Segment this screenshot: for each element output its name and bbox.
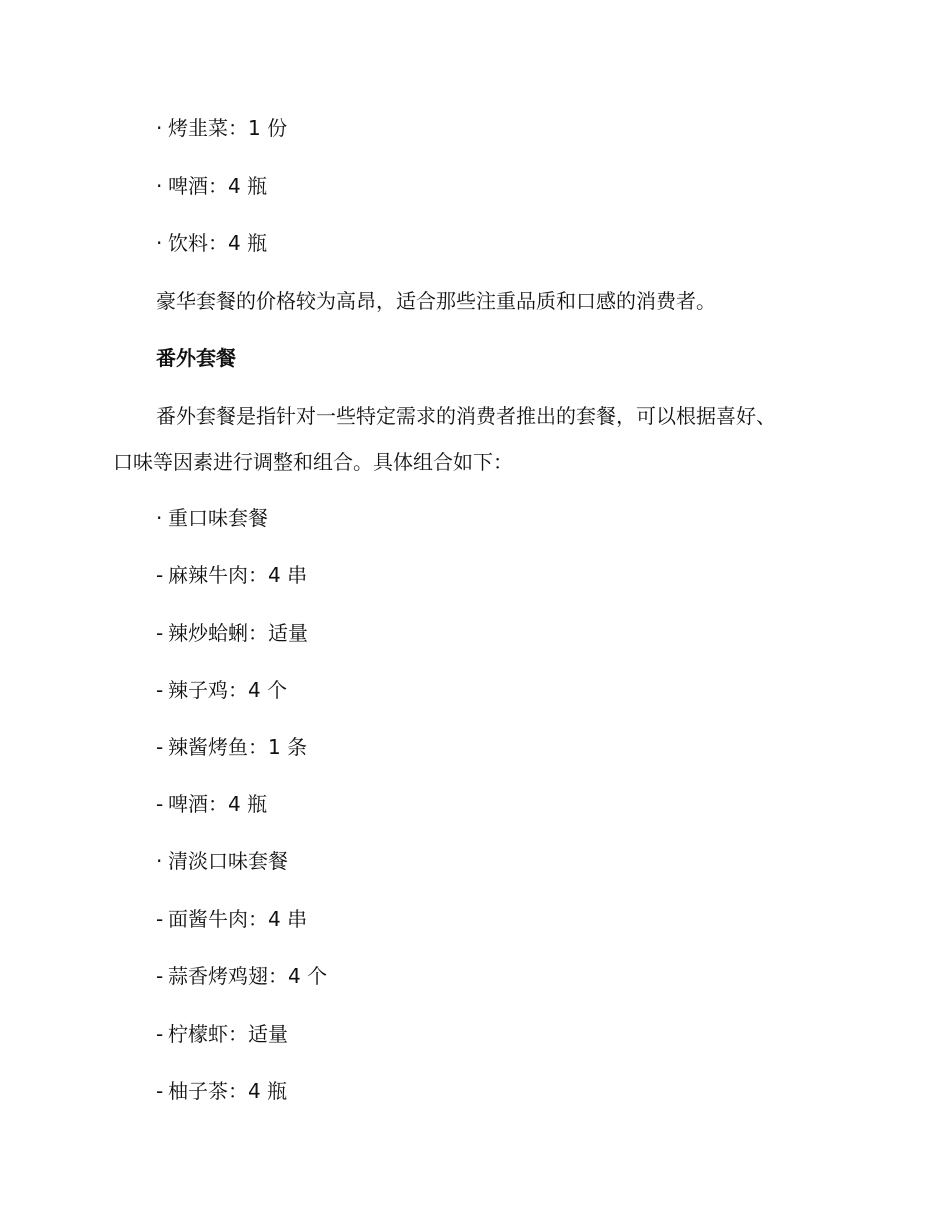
section-heading: 番外套餐 (156, 346, 236, 370)
list-item (156, 114, 287, 142)
list-item-text: 麻辣牛肉：4 串 (168, 563, 308, 587)
dash-marker: - (156, 907, 164, 931)
sub-list-item (156, 561, 307, 589)
dash-marker: - (156, 1079, 164, 1103)
list-item-text: 清淡口味套餐 (168, 849, 288, 873)
dash-marker: - (156, 563, 164, 587)
bullet-marker: · (156, 231, 163, 255)
list-item-text: 柠檬虾：适量 (168, 1022, 288, 1046)
sub-list-item (156, 790, 267, 818)
sub-list-item (156, 905, 307, 933)
dash-marker: - (156, 964, 164, 988)
dash-marker: - (156, 1022, 164, 1046)
dash-marker: - (156, 735, 164, 759)
list-item-text: 重口味套餐 (168, 506, 268, 530)
list-item-text: 饮料：4 瓶 (168, 231, 268, 255)
sub-list-item (156, 676, 287, 704)
list-item-text: 柚子茶：4 瓶 (168, 1079, 288, 1103)
list-item-text: 啤酒：4 瓶 (168, 174, 268, 198)
sub-list-item (156, 619, 308, 647)
dash-marker: - (156, 621, 164, 645)
bullet-marker: · (156, 506, 163, 530)
list-item-text: 啤酒：4 瓶 (168, 792, 268, 816)
paragraph: 豪华套餐的价格较为高昂，适合那些注重品质和口感的消费者。 (156, 289, 716, 313)
list-item (156, 172, 267, 200)
sub-list-item (156, 1020, 288, 1048)
list-item-text: 辣子鸡：4 个 (168, 678, 288, 702)
list-item (156, 847, 288, 875)
list-item-text: 辣炒蛤蜊：适量 (168, 621, 308, 645)
sub-list-item (156, 733, 307, 761)
list-item (156, 504, 268, 532)
list-item-text: 辣酱烤鱼：1 条 (168, 735, 308, 759)
list-item-text: 面酱牛肉：4 串 (168, 907, 308, 931)
list-item-text: 烤韭菜：1 份 (168, 116, 288, 140)
list-item (156, 229, 267, 257)
paragraph-line: 口味等因素进行调整和组合。具体组合如下： (113, 450, 513, 474)
bullet-marker: · (156, 849, 163, 873)
bullet-marker: · (156, 174, 163, 198)
sub-list-item (156, 1077, 287, 1105)
paragraph-line: 番外套餐是指针对一些特定需求的消费者推出的套餐，可以根据喜好、 (156, 404, 776, 428)
bullet-marker: · (156, 116, 163, 140)
sub-list-item (156, 962, 327, 990)
dash-marker: - (156, 792, 164, 816)
list-item-text: 蒜香烤鸡翅：4 个 (168, 964, 328, 988)
dash-marker: - (156, 678, 164, 702)
